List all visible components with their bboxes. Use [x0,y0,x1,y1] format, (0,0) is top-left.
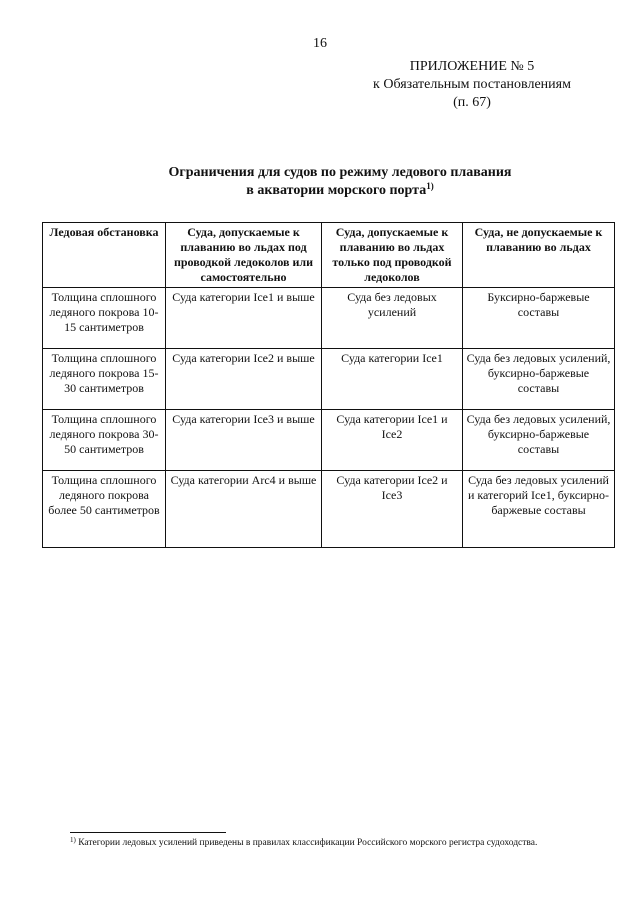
header-allowed-escort-or-independent: Суда, допускаемые к плаванию во льдах под проводкой ледоколов или самостоятельно [166,223,322,288]
table-row [43,349,615,410]
table-row [43,288,615,349]
table-row [43,410,615,471]
footnote-divider [70,832,226,833]
header-allowed-escort-only: Суда, допускаемые к плаванию во льдах только под проводкой ледоколов [322,223,463,288]
table-row [43,471,615,548]
table-cell: Суда категории Ice1 и выше [166,288,322,349]
appendix-title: ПРИЛОЖЕНИЕ № 5 [409,59,535,74]
footnote-mark: 1) [70,836,76,844]
table-cell: Суда без ледовых усилений, буксирно-баржевые составы [463,410,615,471]
appendix-reference: к Обязательным постановлениям [373,77,571,92]
table-cell: Суда категории Ice2 и выше [166,349,322,410]
appendix-header [342,58,602,112]
table-cell: Толщина сплошного ледяного покрова более 50 сантиметров [43,471,166,548]
header-ice-conditions: Ледовая обстановка [43,223,166,288]
table-cell: Суда без ледовых усилений [322,288,463,349]
footnote [70,838,630,848]
table-cell: Толщина сплошного ледяного покрова 30-50 сантиметров [43,410,166,471]
table-cell: Суда категории Arc4 и выше [166,471,322,548]
document-title [40,164,640,200]
table-header-row [43,223,615,288]
title-line-2 [40,182,640,200]
table-cell: Суда категории Ice3 и выше [166,410,322,471]
restrictions-table [42,222,615,548]
table-cell: Суда категории Ice1 [322,349,463,410]
table-cell: Толщина сплошного ледяного покрова 10-15 сантиметров [43,288,166,349]
table-cell: Суда категории Ice1 и Ice2 [322,410,463,471]
footnote-text: Категории ледовых усилений приведены в правилах классификации Российского морского регистра судоходства. [78,838,538,848]
table-cell: Толщина сплошного ледяного покрова 15-30 сантиметров [43,349,166,410]
header-not-allowed: Суда, не допускаемые к плаванию во льдах [463,223,615,288]
table-cell: Суда без ледовых усилений, буксирно-баржевые составы [463,349,615,410]
title-line-1: Ограничения для судов по режиму ледового плавания [168,165,512,180]
title-footnote-mark: 1) [426,181,434,191]
title-line-2-text: в акватории морского порта [246,183,427,198]
appendix-clause: (п. 67) [453,95,491,110]
table-cell: Суда категории Ice2 и Ice3 [322,471,463,548]
page-number: 16 [313,36,327,51]
table-cell: Буксирно-баржевые составы [463,288,615,349]
table-cell: Суда без ледовых усилений и категорий Ice1, буксирно-баржевые составы [463,471,615,548]
